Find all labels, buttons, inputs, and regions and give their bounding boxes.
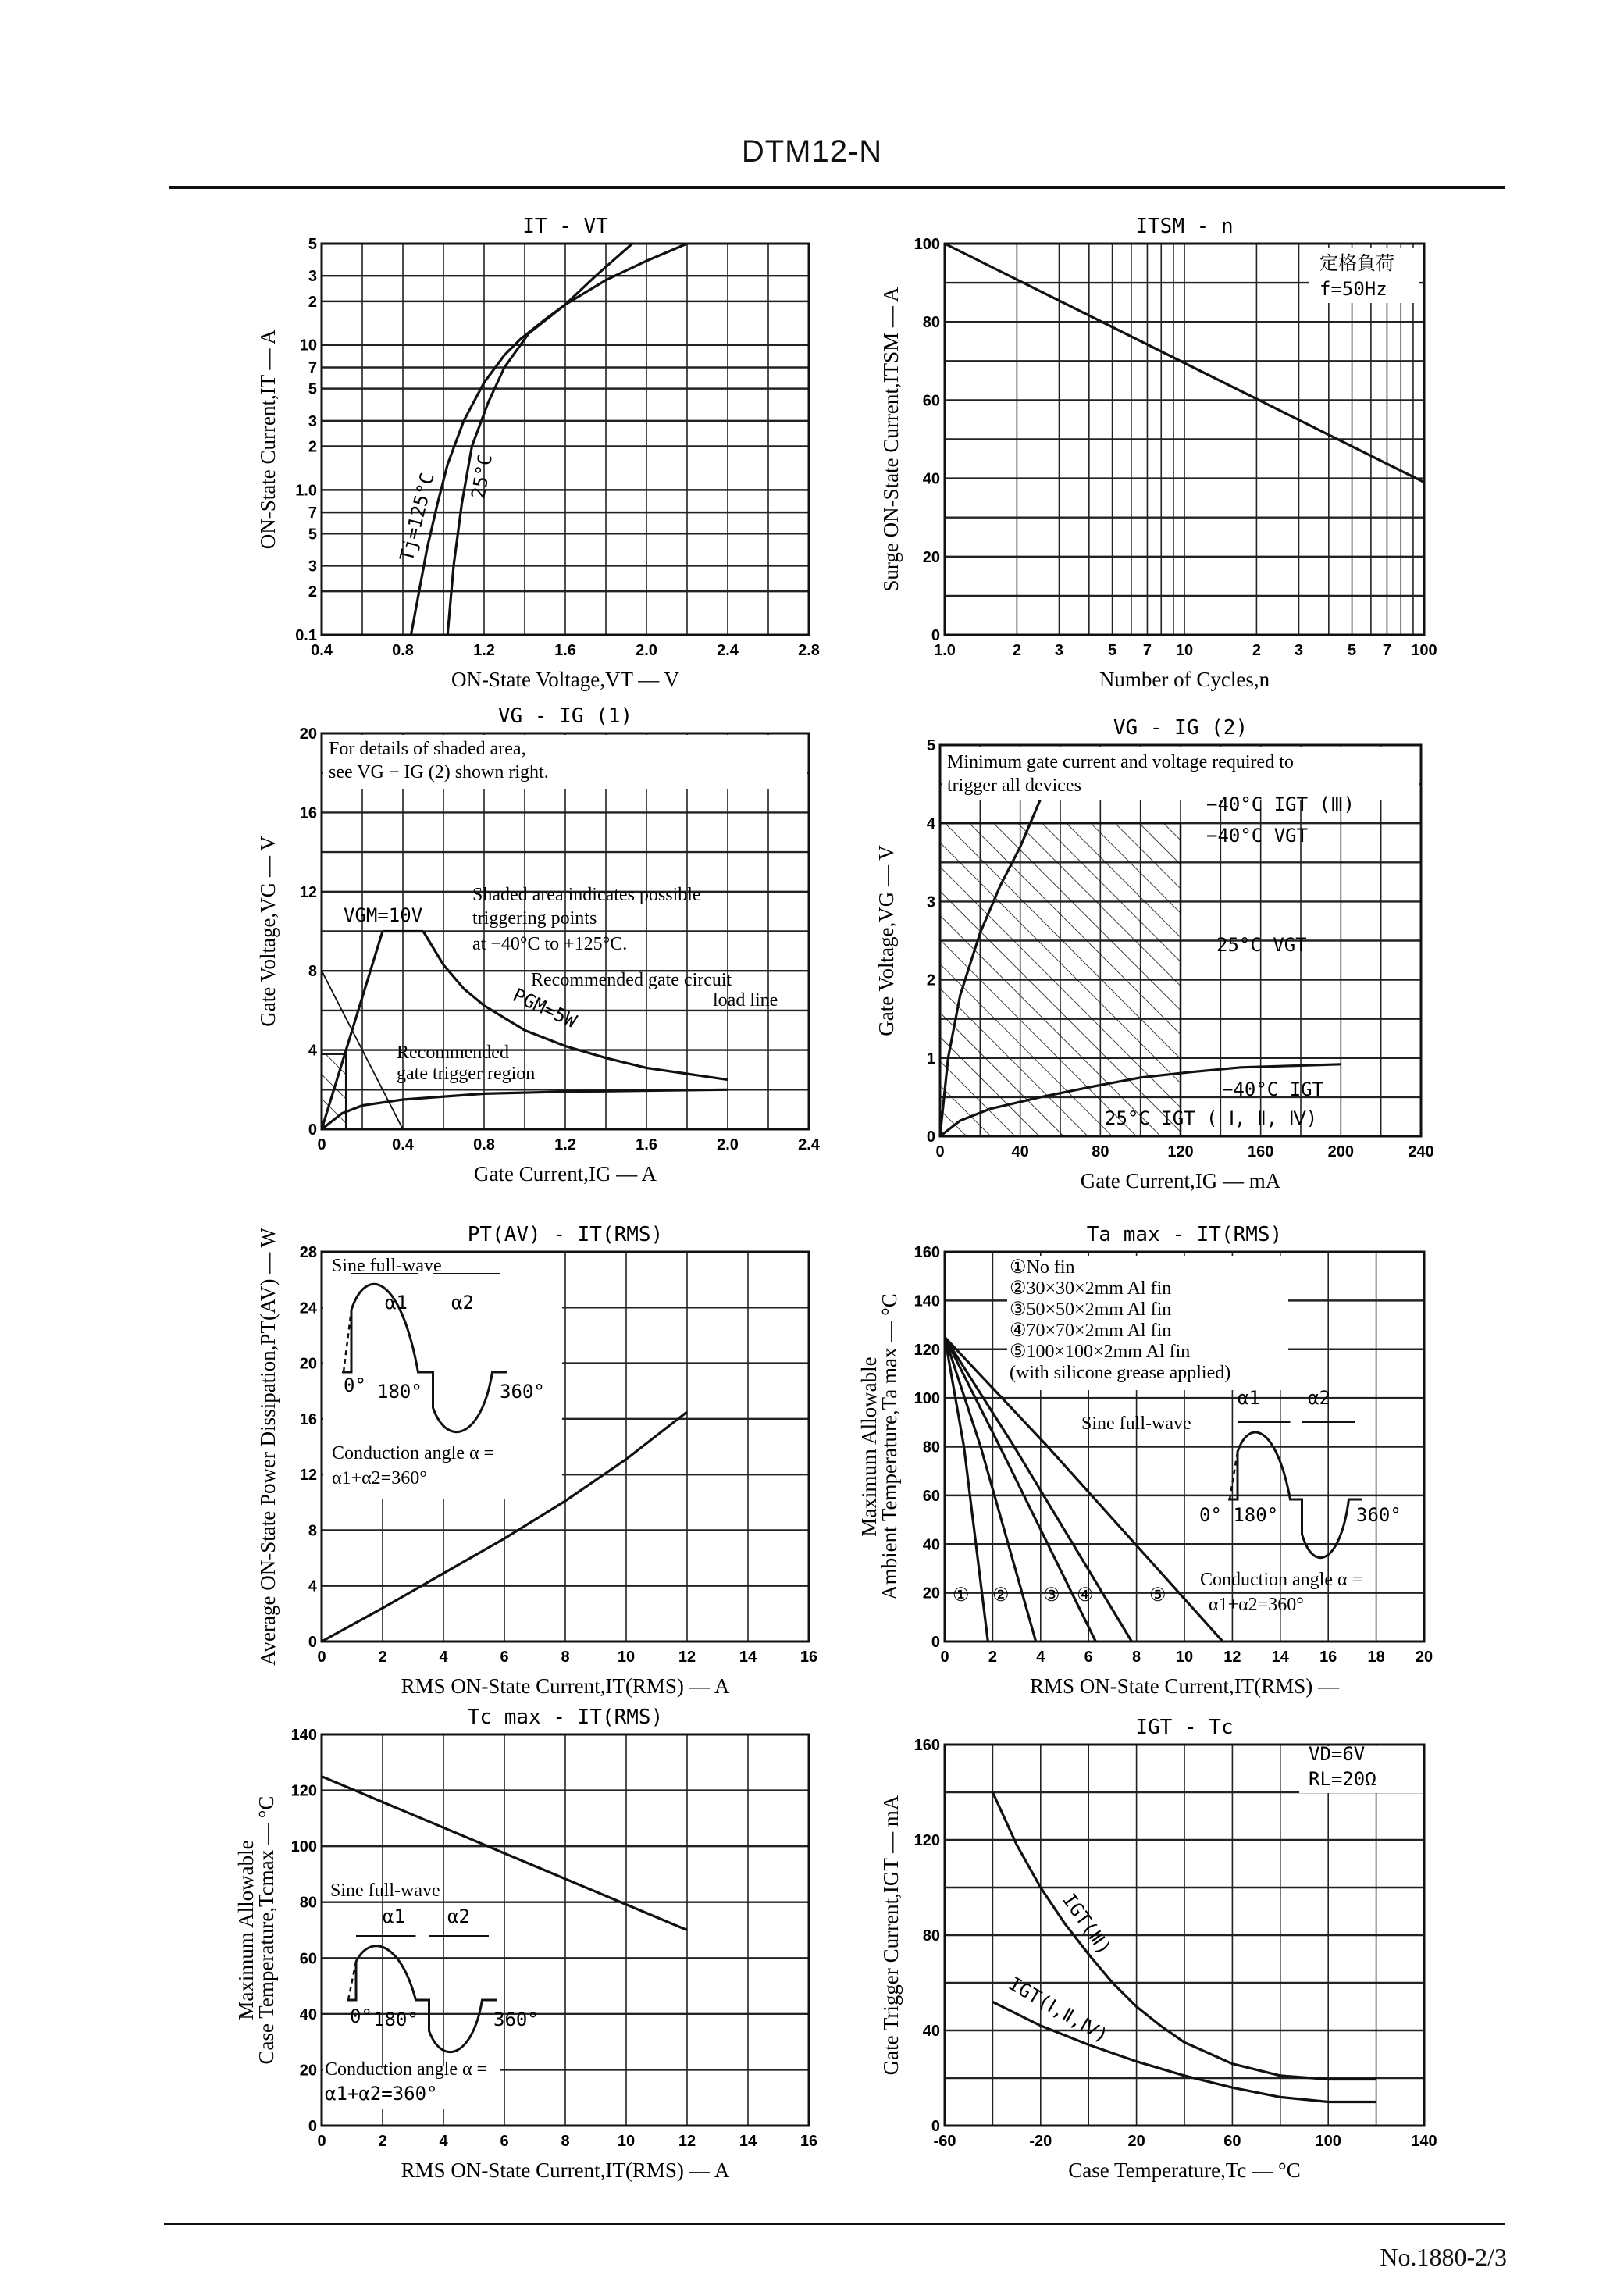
annotation-text: trigger all devices bbox=[947, 775, 1081, 796]
y-tick-label: 40 bbox=[299, 2005, 317, 2023]
y-tick-label: 100 bbox=[914, 1390, 940, 1408]
y-tick-label: 4 bbox=[926, 815, 935, 833]
x-axis-label: Case Temperature,Tc — °C bbox=[1068, 2159, 1301, 2182]
y-tick-label: 3 bbox=[308, 558, 317, 576]
annotation-text: α2 bbox=[1308, 1387, 1330, 1409]
y-tick-label: 12 bbox=[299, 1467, 317, 1485]
x-tick-label: 140 bbox=[1411, 2133, 1437, 2150]
annotation-text: Conduction angle α = bbox=[325, 2059, 488, 2080]
chart-3 bbox=[256, 704, 821, 1185]
x-tick-label: 1.6 bbox=[554, 642, 576, 659]
chart-5 bbox=[256, 1223, 817, 1698]
y-tick-label: 20 bbox=[299, 725, 317, 743]
y-axis-label: Gate Voltage,VG — V bbox=[256, 836, 280, 1027]
chart-8 bbox=[879, 1716, 1437, 2182]
x-tick-label: 16 bbox=[800, 2133, 818, 2150]
y-tick-label: 2 bbox=[308, 583, 317, 601]
x-tick-label: 8 bbox=[561, 1649, 570, 1666]
y-tick-label: 80 bbox=[922, 1927, 940, 1945]
x-tick-label: 7 bbox=[1382, 642, 1392, 659]
y-tick-label: 20 bbox=[299, 2062, 317, 2080]
annotation-text: α1 bbox=[385, 1292, 408, 1314]
annotation-text: Recommended gate circuit bbox=[531, 970, 732, 990]
page-number: No.1880-2/3 bbox=[1380, 2243, 1507, 2271]
annotation-text: α1+α2=360° bbox=[1209, 1595, 1304, 1615]
y-tick-label: 80 bbox=[922, 1438, 940, 1456]
annotation-text: For details of shaded area, bbox=[329, 739, 526, 759]
y-tick-label: 120 bbox=[914, 1341, 940, 1359]
y-tick-label: 8 bbox=[308, 963, 317, 981]
annotation-text: α2 bbox=[447, 1905, 470, 1927]
x-tick-label: 8 bbox=[1132, 1649, 1141, 1666]
chart-title: Ta max - IT(RMS) bbox=[1086, 1223, 1283, 1246]
x-tick-label: 1.2 bbox=[473, 642, 495, 659]
annotation-text: 180° bbox=[377, 1381, 422, 1403]
annotation-text: α1+α2=360° bbox=[325, 2083, 438, 2105]
y-tick-label: 60 bbox=[922, 392, 940, 410]
annotation-text: α2 bbox=[451, 1292, 474, 1314]
x-tick-label: 20 bbox=[1415, 1649, 1433, 1666]
y-tick-label: 5 bbox=[308, 380, 317, 398]
annotation-text: at −40°C to +125°C. bbox=[472, 934, 628, 954]
x-tick-label: 2.4 bbox=[717, 642, 739, 659]
annotation-text: 360° bbox=[493, 2009, 539, 2030]
chart-title: Tc max - IT(RMS) bbox=[467, 1706, 664, 1729]
annotation-text: load line bbox=[713, 990, 778, 1011]
y-tick-label: 1.0 bbox=[295, 482, 317, 500]
chart-2 bbox=[879, 215, 1437, 691]
x-tick-label: 2.0 bbox=[636, 642, 657, 659]
chart-7 bbox=[234, 1706, 817, 2182]
chart-4 bbox=[874, 716, 1434, 1192]
x-tick-label: 4 bbox=[439, 2133, 448, 2150]
y-tick-label: 20 bbox=[299, 1355, 317, 1373]
y-tick-label: 100 bbox=[914, 236, 940, 253]
annotation-text: 0° bbox=[350, 2005, 372, 2027]
x-tick-label: -60 bbox=[933, 2133, 956, 2150]
x-tick-label: 1.6 bbox=[636, 1136, 657, 1153]
x-tick-label: 0.8 bbox=[473, 1136, 495, 1153]
y-axis-label: Gate Trigger Current,IGT — mA bbox=[879, 1795, 903, 2076]
footer-rule bbox=[164, 2223, 1505, 2225]
x-tick-label: 160 bbox=[1247, 1143, 1274, 1160]
y-tick-label: 40 bbox=[922, 1536, 940, 1554]
x-tick-label: 0 bbox=[317, 2133, 326, 2150]
x-tick-label: 2 bbox=[988, 1649, 997, 1666]
chart-1 bbox=[256, 215, 820, 691]
x-tick-label: 6 bbox=[1084, 1649, 1093, 1666]
x-axis-label: Gate Current,IG — A bbox=[474, 1162, 657, 1185]
x-tick-label: 20 bbox=[1127, 2133, 1145, 2150]
y-tick-label: 0.1 bbox=[295, 627, 317, 644]
annotation-text: Minimum gate current and voltage required to bbox=[947, 752, 1294, 772]
x-tick-label: 60 bbox=[1223, 2133, 1241, 2150]
annotation-text: Conduction angle α = bbox=[1200, 1570, 1363, 1590]
x-tick-label: 2.0 bbox=[717, 1136, 739, 1153]
y-axis-label: Maximum Allowable bbox=[234, 1840, 258, 2020]
x-tick-label: 0.8 bbox=[392, 642, 414, 659]
annotation-text: IGT(Ⅰ,Ⅱ,Ⅳ) bbox=[1005, 1972, 1113, 2048]
y-axis-label: ON-State Current,IT — A bbox=[256, 329, 280, 550]
x-tick-label: 4 bbox=[439, 1649, 448, 1666]
x-tick-label: 200 bbox=[1327, 1143, 1355, 1160]
chart-title: IGT - Tc bbox=[1135, 1716, 1234, 1739]
legend-item: ③50×50×2mm Al fin bbox=[1010, 1299, 1172, 1320]
annotation-text: 25°C bbox=[467, 452, 497, 501]
legend-item: ①No fin bbox=[1010, 1257, 1075, 1278]
y-tick-label: 0 bbox=[308, 1121, 317, 1139]
x-axis-label: ON-State Voltage,VT — V bbox=[451, 668, 679, 691]
shaded-region bbox=[940, 823, 1181, 1136]
x-tick-label: 0 bbox=[935, 1143, 945, 1160]
y-axis-label: Gate Voltage,VG — V bbox=[874, 845, 898, 1036]
y-tick-label: 80 bbox=[922, 314, 940, 332]
y-tick-label: 2 bbox=[926, 971, 935, 989]
chart-title: PT(AV) - IT(RMS) bbox=[467, 1223, 664, 1246]
y-tick-label: 0 bbox=[308, 1634, 317, 1651]
annotation-text: Sine full-wave bbox=[332, 1256, 442, 1276]
annotation-text: α1 bbox=[1238, 1387, 1260, 1409]
y-tick-label: 60 bbox=[299, 1950, 317, 1968]
y-tick-label: 2 bbox=[308, 293, 317, 311]
y-tick-label: 3 bbox=[308, 268, 317, 286]
y-axis-label: Maximum Allowable bbox=[857, 1356, 881, 1537]
annotation-text: ③ bbox=[1043, 1585, 1060, 1606]
x-tick-label: 3 bbox=[1294, 642, 1304, 659]
x-tick-label: 8 bbox=[561, 2133, 570, 2150]
x-tick-label: 6 bbox=[500, 2133, 509, 2150]
annotation-text: VGM=10V bbox=[344, 904, 423, 926]
chart-title: IT - VT bbox=[522, 215, 608, 238]
annotation-text: see VG − IG (2) shown right. bbox=[329, 762, 549, 783]
y-tick-label: 0 bbox=[926, 1128, 935, 1146]
annotation-text: Recommended bbox=[397, 1043, 509, 1063]
x-tick-label: 1.2 bbox=[554, 1136, 576, 1153]
annotation-text: −40°C VGT bbox=[1206, 825, 1309, 847]
y-tick-label: 5 bbox=[926, 737, 935, 754]
annotation-text: Sine full-wave bbox=[1081, 1414, 1191, 1434]
legend-item: ⑤100×100×2mm Al fin bbox=[1010, 1342, 1191, 1362]
x-tick-label: 10 bbox=[1175, 1649, 1194, 1666]
y-tick-label: 8 bbox=[308, 1522, 317, 1540]
x-tick-label: -20 bbox=[1029, 2133, 1052, 2150]
y-tick-label: 5 bbox=[308, 236, 317, 253]
x-tick-label: 120 bbox=[1167, 1143, 1194, 1160]
y-tick-label: 160 bbox=[914, 1244, 940, 1261]
annotation-text: 180° bbox=[373, 2009, 418, 2030]
x-tick-label: 16 bbox=[1320, 1649, 1337, 1666]
y-tick-label: 100 bbox=[290, 1838, 317, 1856]
annotation-text: ④ bbox=[1077, 1585, 1094, 1606]
annotation-text: PGM=5W bbox=[509, 984, 580, 1033]
x-tick-label: 5 bbox=[1108, 642, 1117, 659]
x-tick-label: 2.8 bbox=[798, 642, 820, 659]
annotation-text: 360° bbox=[500, 1381, 545, 1403]
document-title: DTM12-N bbox=[741, 134, 883, 169]
chart-title: VG - IG (2) bbox=[1113, 716, 1248, 740]
x-tick-label: 6 bbox=[500, 1649, 509, 1666]
annotation-text: IGT(Ⅲ) bbox=[1058, 1889, 1116, 1959]
annotation-text: ① bbox=[953, 1585, 970, 1606]
chart-title: VG - IG (1) bbox=[497, 704, 633, 728]
x-tick-label: 2 bbox=[1252, 642, 1261, 659]
series-line-1 bbox=[411, 244, 632, 635]
y-tick-label: 28 bbox=[299, 1244, 317, 1261]
annotation-text: ② bbox=[992, 1585, 1010, 1606]
annotation-text: −40°C IGT (Ⅲ) bbox=[1206, 793, 1355, 815]
y-tick-label: 7 bbox=[308, 504, 317, 522]
y-tick-label: 0 bbox=[931, 1634, 940, 1651]
x-tick-label: 12 bbox=[678, 2133, 696, 2150]
annotation-text: gate trigger region bbox=[397, 1064, 536, 1084]
x-tick-label: 14 bbox=[739, 2133, 757, 2150]
y-tick-label: 1 bbox=[926, 1050, 935, 1068]
legend-item: ②30×30×2mm Al fin bbox=[1010, 1278, 1172, 1299]
annotation-text: 360° bbox=[1356, 1504, 1401, 1526]
chart-title: ITSM - n bbox=[1135, 215, 1234, 238]
x-tick-label: 2.4 bbox=[798, 1136, 820, 1153]
y-tick-label: 0 bbox=[931, 627, 940, 644]
legend-item: ④70×70×2mm Al fin bbox=[1010, 1321, 1172, 1341]
annotation-text: 定格負荷 bbox=[1320, 254, 1394, 274]
x-axis-label: Number of Cycles,n bbox=[1099, 668, 1270, 691]
x-tick-label: 4 bbox=[1036, 1649, 1045, 1666]
x-axis-label: Gate Current,IG — mA bbox=[1080, 1169, 1281, 1192]
x-tick-label: 0.4 bbox=[311, 642, 333, 659]
annotation-text: 25°C IGT ( Ⅰ, Ⅱ, Ⅳ) bbox=[1105, 1107, 1318, 1129]
annotation-text: Sine full-wave bbox=[330, 1881, 440, 1901]
x-tick-label: 16 bbox=[800, 1649, 818, 1666]
sine-waveform-icon bbox=[347, 1946, 497, 2052]
legend-item: (with silicone grease applied) bbox=[1010, 1363, 1231, 1383]
x-tick-label: 10 bbox=[617, 2133, 636, 2150]
x-tick-label: 2 bbox=[378, 1649, 387, 1666]
y-tick-label: 5 bbox=[308, 526, 317, 544]
x-tick-label: 5 bbox=[1348, 642, 1357, 659]
x-tick-label: 12 bbox=[678, 1649, 696, 1666]
x-tick-label: 2 bbox=[378, 2133, 387, 2150]
y-tick-label: 0 bbox=[308, 2118, 317, 2135]
annotation-text: VD=6V bbox=[1309, 1743, 1366, 1765]
y-axis-label-line2: Ambient Temperature,Ta max — °C bbox=[878, 1293, 901, 1600]
y-tick-label: 160 bbox=[914, 1737, 940, 1754]
y-tick-label: 80 bbox=[299, 1894, 317, 1912]
y-tick-label: 24 bbox=[299, 1299, 317, 1317]
y-tick-label: 140 bbox=[914, 1292, 940, 1310]
y-tick-label: 4 bbox=[308, 1577, 317, 1595]
x-tick-label: 14 bbox=[1271, 1649, 1289, 1666]
x-tick-label: 10 bbox=[1175, 642, 1194, 659]
annotation-text: 0° bbox=[344, 1374, 366, 1396]
annotation-text: f=50Hz bbox=[1320, 278, 1387, 300]
annotation-text: Conduction angle α = bbox=[332, 1443, 495, 1463]
x-tick-label: 12 bbox=[1223, 1649, 1241, 1666]
annotation-text: Shaded area indicates possible bbox=[472, 885, 701, 905]
y-tick-label: 40 bbox=[922, 2023, 940, 2040]
annotation-text: −40°C IGT bbox=[1222, 1078, 1324, 1100]
x-tick-label: 40 bbox=[1011, 1143, 1029, 1160]
x-tick-label: 0.4 bbox=[392, 1136, 414, 1153]
y-tick-label: 3 bbox=[926, 893, 935, 911]
x-axis-label: RMS ON-State Current,IT(RMS) — bbox=[1030, 1674, 1339, 1698]
y-tick-label: 3 bbox=[308, 412, 317, 430]
y-tick-label: 40 bbox=[922, 470, 940, 488]
annotation-text: 0° 180° bbox=[1199, 1504, 1279, 1526]
annotation-text: ⑤ bbox=[1149, 1585, 1166, 1606]
annotation-text: RL=20Ω bbox=[1309, 1768, 1376, 1790]
x-tick-label: 240 bbox=[1408, 1143, 1434, 1160]
y-tick-label: 4 bbox=[308, 1042, 317, 1060]
y-tick-label: 16 bbox=[299, 804, 317, 822]
x-tick-label: 1.0 bbox=[934, 642, 956, 659]
y-tick-label: 20 bbox=[922, 548, 940, 566]
annotation-text: α1 bbox=[383, 1905, 405, 1927]
x-tick-label: 2 bbox=[1012, 642, 1021, 659]
y-tick-label: 120 bbox=[290, 1782, 317, 1800]
y-tick-label: 60 bbox=[922, 1487, 940, 1505]
x-tick-label: 14 bbox=[739, 1649, 757, 1666]
y-axis-label: Surge ON-State Current,ITSM — A bbox=[879, 287, 903, 592]
x-tick-label: 7 bbox=[1142, 642, 1152, 659]
x-tick-label: 80 bbox=[1092, 1143, 1109, 1160]
annotation-text: 25°C VGT bbox=[1216, 934, 1307, 956]
y-axis-label: Average ON-State Power Dissipation,PT(AV) — W bbox=[256, 1228, 280, 1666]
x-tick-label: 0 bbox=[940, 1649, 949, 1666]
x-tick-label: 100 bbox=[1411, 642, 1437, 659]
x-tick-label: 18 bbox=[1367, 1649, 1385, 1666]
y-tick-label: 120 bbox=[914, 1832, 940, 1849]
chart-6 bbox=[857, 1223, 1433, 1698]
annotation-text: α1+α2=360° bbox=[332, 1468, 427, 1488]
y-tick-label: 2 bbox=[308, 438, 317, 456]
y-axis-label-line2: Case Temperature,Tcmax — °C bbox=[255, 1795, 278, 2065]
y-tick-label: 0 bbox=[931, 2118, 940, 2135]
y-tick-label: 10 bbox=[299, 337, 317, 355]
y-tick-label: 140 bbox=[290, 1727, 317, 1744]
y-tick-label: 12 bbox=[299, 883, 317, 901]
annotation-text: Tj=125°C bbox=[395, 470, 439, 564]
y-tick-label: 20 bbox=[922, 1585, 940, 1602]
x-tick-label: 100 bbox=[1315, 2133, 1341, 2150]
x-axis-label: RMS ON-State Current,IT(RMS) — A bbox=[401, 2159, 730, 2182]
y-tick-label: 7 bbox=[308, 359, 317, 377]
x-tick-label: 0 bbox=[317, 1649, 326, 1666]
x-axis-label: RMS ON-State Current,IT(RMS) — A bbox=[401, 1674, 730, 1698]
y-tick-label: 16 bbox=[299, 1410, 317, 1428]
annotation-text: triggering points bbox=[472, 908, 597, 929]
x-tick-label: 0 bbox=[317, 1136, 326, 1153]
x-tick-label: 10 bbox=[617, 1649, 636, 1666]
x-tick-label: 3 bbox=[1054, 642, 1064, 659]
